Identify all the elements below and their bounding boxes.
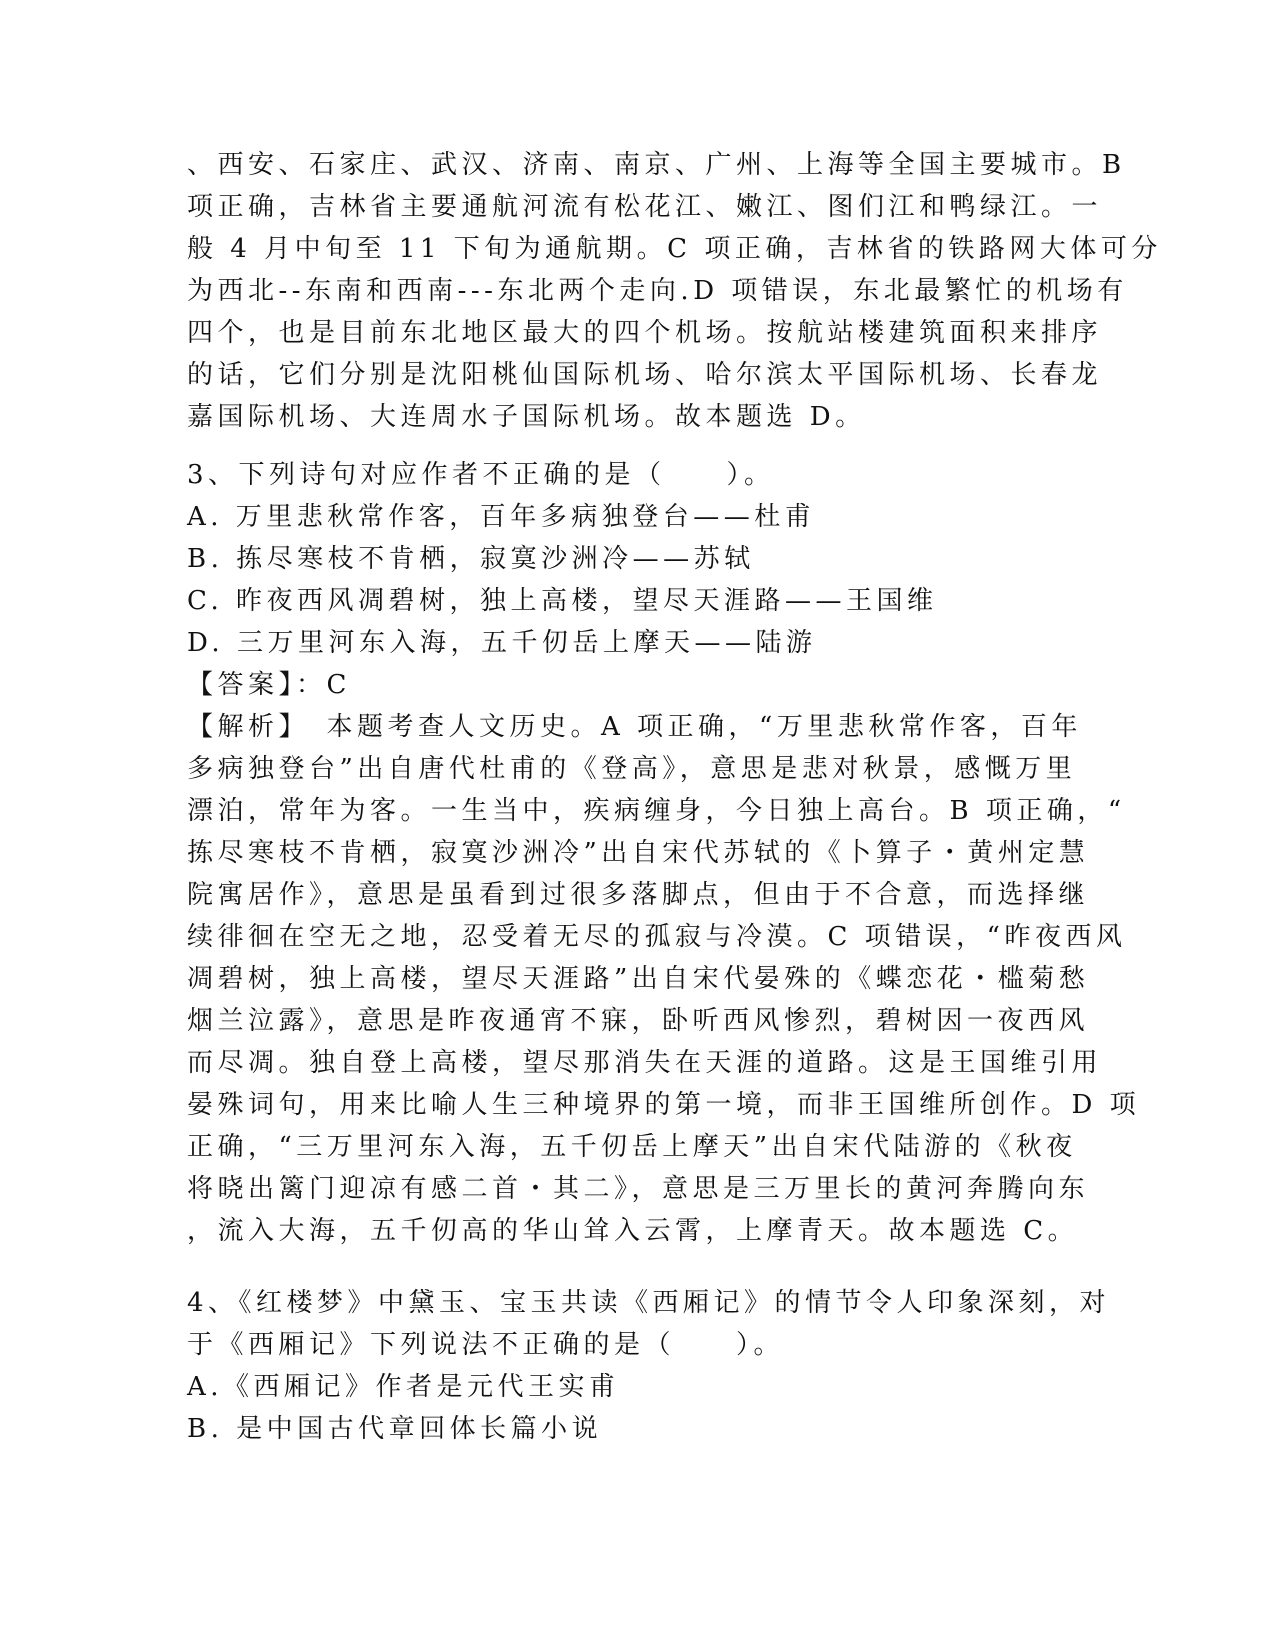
analysis-line: 院寓居作》，意思是虽看到过很多落脚点，但由于不合意，而选择继 — [187, 880, 1090, 910]
option-d: D. 三万里河东入海，五千仞岳上摩天——陆游 — [187, 628, 817, 658]
analysis-line: 拣尽寒枝不肯栖，寂寞沙洲冷”出自宋代苏轼的《卜算子・黄州定慧 — [187, 838, 1090, 868]
question-stem: 3、下列诗句对应作者不正确的是（ ）。 — [187, 460, 775, 490]
text-line: 般 4 月中旬至 11 下旬为通航期。C 项正确，吉林省的铁路网大体可分 — [187, 234, 1162, 264]
option-b: B. 拣尽寒枝不肯栖，寂寞沙洲冷——苏轼 — [187, 544, 755, 574]
text-line: 四个，也是目前东北地区最大的四个机场。按航站楼建筑面积来排序 — [187, 318, 1103, 348]
text-line: 项正确，吉林省主要通航河流有松花江、嫩江、图们江和鸭绿江。一 — [187, 192, 1103, 222]
text-line: 、西安、石家庄、武汉、济南、南京、广州、上海等全国主要城市。B — [187, 150, 1126, 180]
text-line: 的话，它们分别是沈阳桃仙国际机场、哈尔滨太平国际机场、长春龙 — [187, 360, 1103, 390]
question-4 — [187, 1282, 1111, 1450]
analysis-line: 晏殊词句，用来比喻人生三种境界的第一境，而非王国维所创作。D 项 — [187, 1090, 1141, 1120]
analysis-line: 而尽凋。独自登上高楼，望尽那消失在天涯的道路。这是王国维引用 — [187, 1048, 1103, 1078]
analysis-line: 【解析】 本题考查人文历史。A 项正确，“万里悲秋常作客，百年 — [187, 712, 1082, 742]
analysis-line: 漂泊，常年为客。一生当中，疾病缠身，今日独上高台。B 项正确，“ — [187, 796, 1126, 826]
text-line: 嘉国际机场、大连周水子国际机场。故本题选 D。 — [187, 402, 866, 432]
analysis-line: 正确，“三万里河东入海，五千仞岳上摩天”出自宋代陆游的《秋夜 — [187, 1132, 1077, 1162]
option-c: C. 昨夜西风凋碧树，独上高楼，望尽天涯路——王国维 — [187, 586, 938, 616]
option-b: B. 是中国古代章回体长篇小说 — [187, 1414, 603, 1444]
question-3 — [187, 454, 1141, 1252]
analysis-line: 烟兰泣露》，意思是昨夜通宵不寐，卧听西风惨烈，碧树因一夜西风 — [187, 1006, 1090, 1036]
analysis-line: 将晓出篱门迎凉有感二首・其二》，意思是三万里长的黄河奔腾向东 — [187, 1174, 1090, 1204]
analysis-line: 凋碧树，独上高楼，望尽天涯路”出自宋代晏殊的《蝶恋花・槛菊愁 — [187, 964, 1090, 994]
question-stem: 4、《红楼梦》中黛玉、宝玉共读《西厢记》的情节令人印象深刻，对 — [187, 1288, 1111, 1318]
question-stem: 于《西厢记》下列说法不正确的是（ ）。 — [187, 1330, 785, 1360]
text-line: 为西北--东南和西南---东北两个走向.D 项错误，东北最繁忙的机场有 — [187, 276, 1128, 306]
answer-explanation-continuation — [187, 144, 1162, 438]
option-a: A. 万里悲秋常作客，百年多病独登台——杜甫 — [187, 502, 816, 532]
answer-line: 【答案】：C — [187, 670, 351, 700]
option-a: A.《西厢记》作者是元代王实甫 — [187, 1372, 620, 1402]
analysis-line: 续徘徊在空无之地，忍受着无尽的孤寂与冷漠。C 项错误，“昨夜西风 — [187, 922, 1127, 952]
analysis-line: 多病独登台”出自唐代杜甫的《登高》，意思是悲对秋景，感慨万里 — [187, 754, 1077, 784]
analysis-line: ，流入大海，五千仞高的华山耸入云霄，上摩青天。故本题选 C。 — [187, 1216, 1079, 1246]
